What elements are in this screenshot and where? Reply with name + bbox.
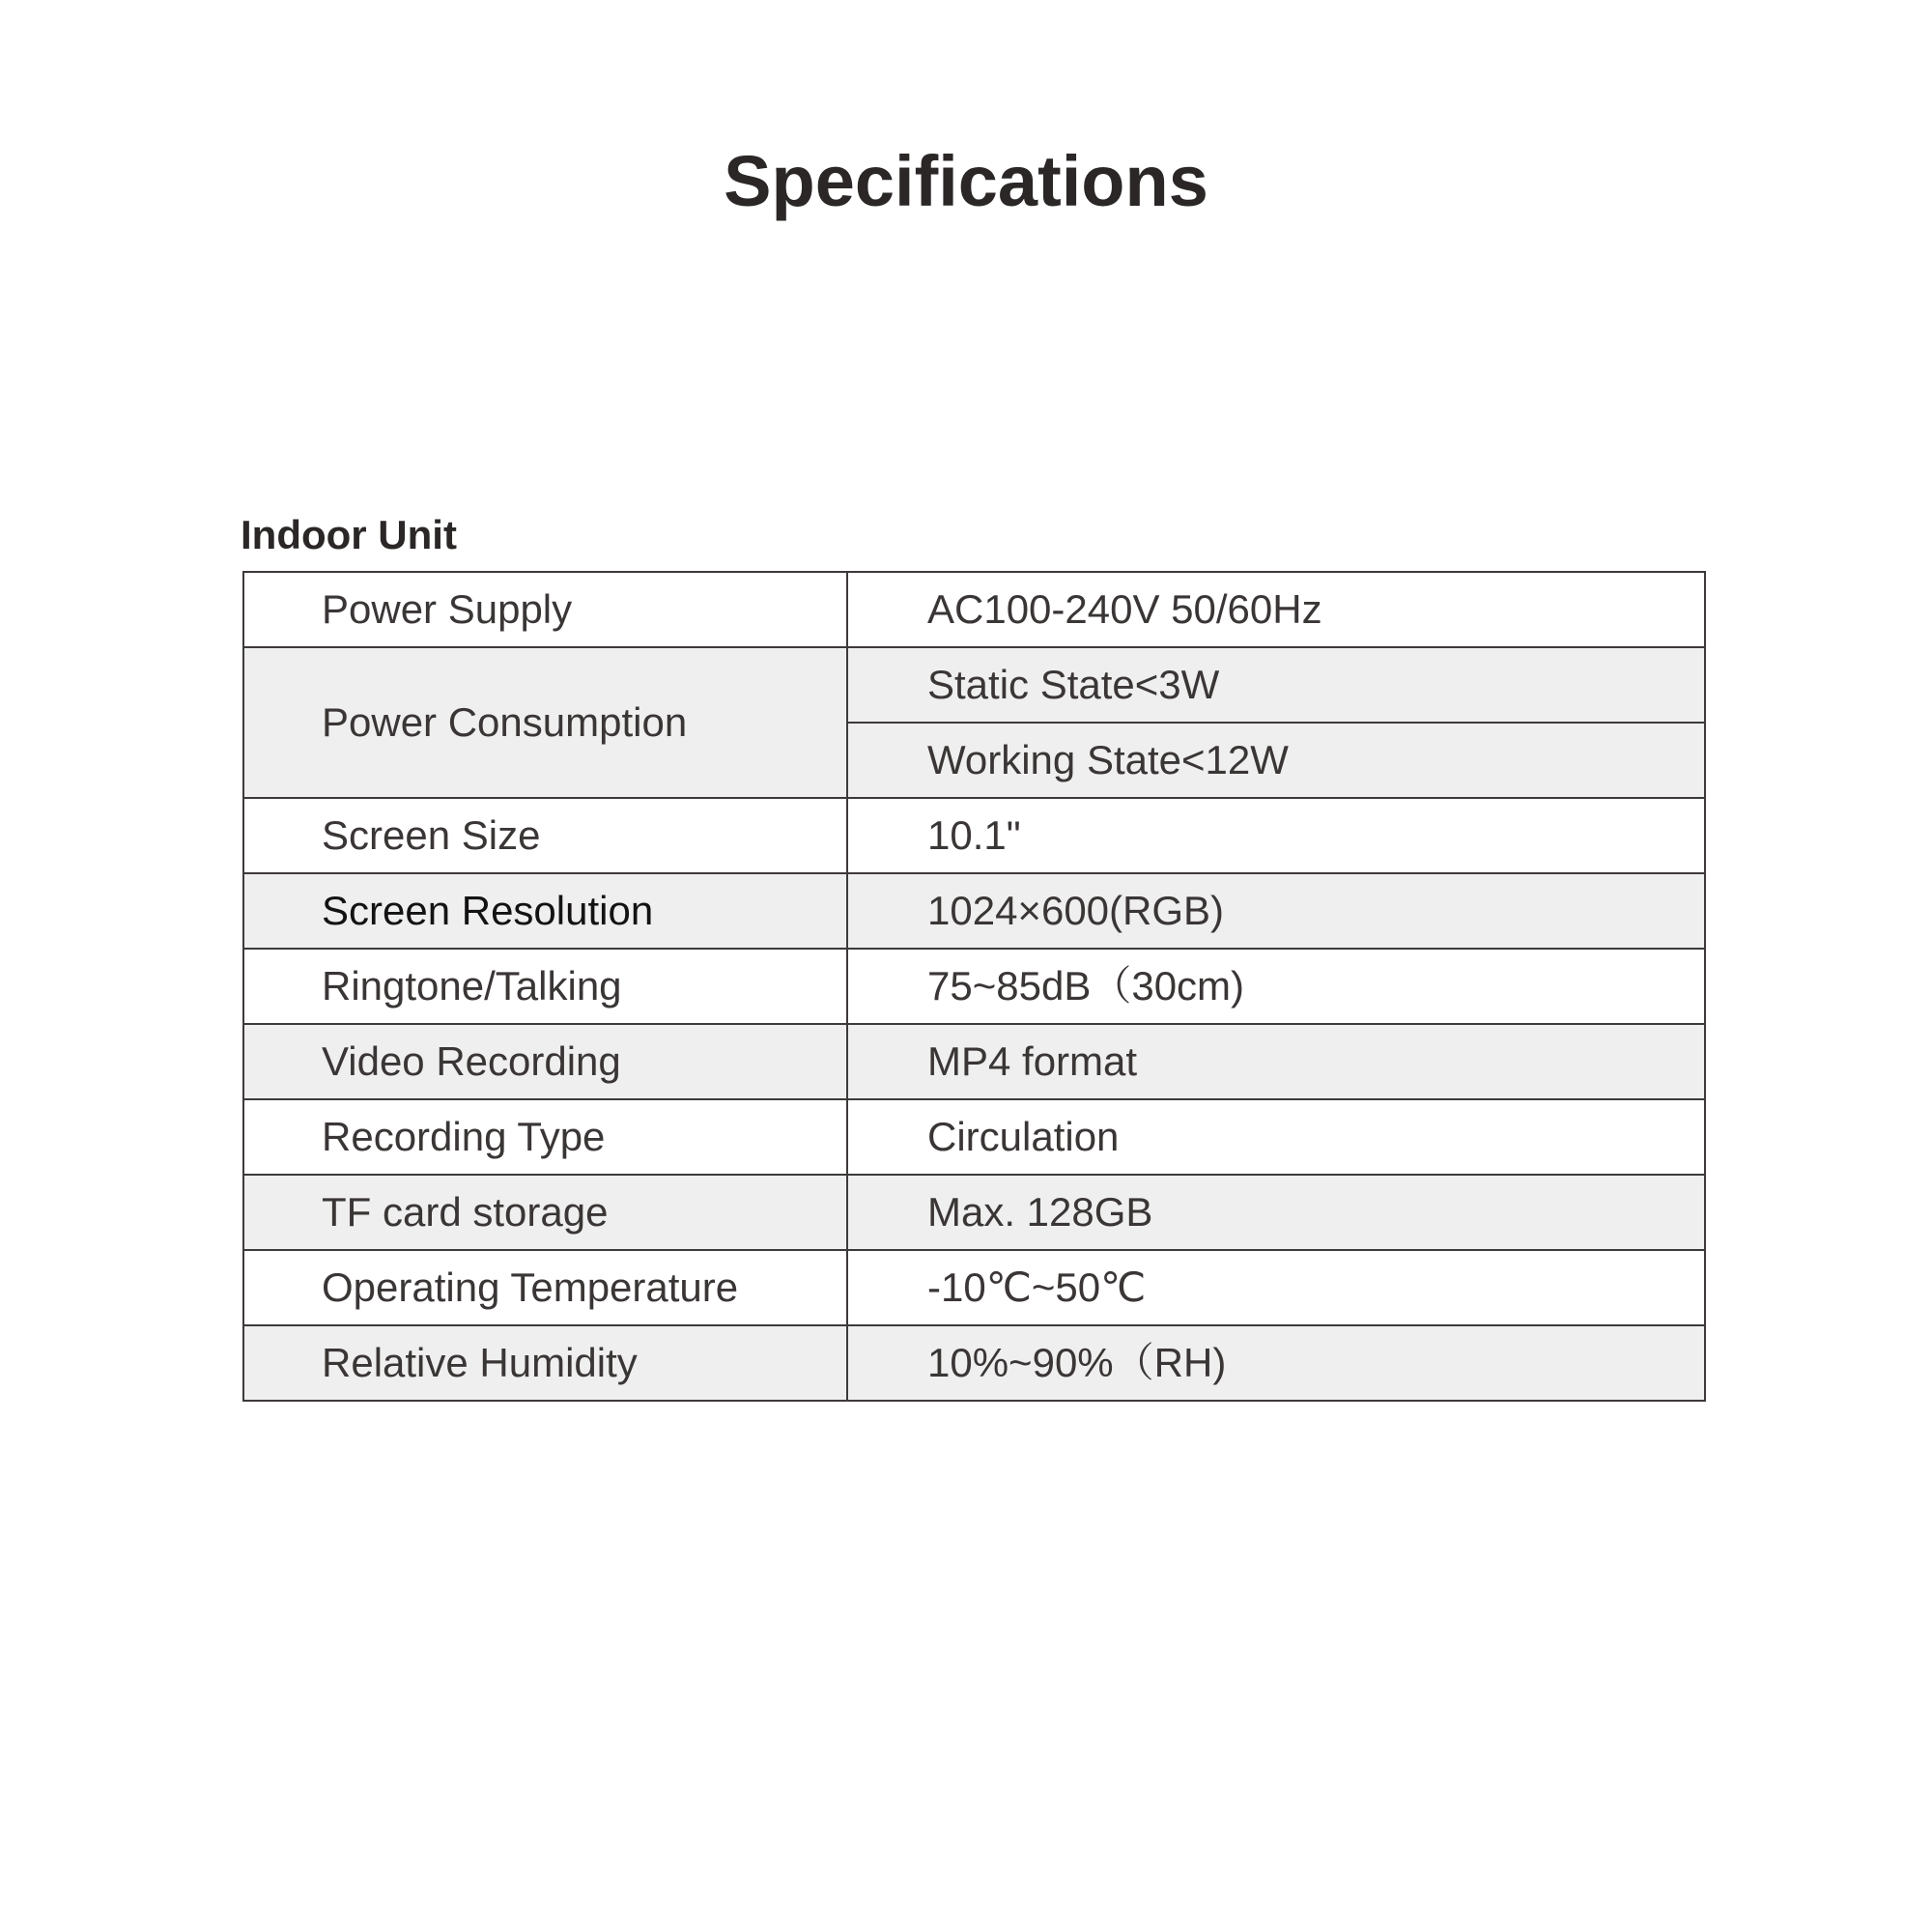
- table-row: [243, 873, 1705, 949]
- table-row: [243, 1325, 1705, 1401]
- spec-label-power-supply: Power Supply: [243, 572, 847, 647]
- spec-label-relative-humidity: Relative Humidity: [243, 1325, 847, 1401]
- table-row: [243, 1099, 1705, 1175]
- spec-value-video-recording: MP4 format: [847, 1024, 1705, 1099]
- table-row: [243, 1250, 1705, 1325]
- spec-value-relative-humidity: 10%~90%（RH): [847, 1325, 1705, 1401]
- spec-value-screen-resolution: 1024×600(RGB): [847, 873, 1705, 949]
- specifications-table: [242, 571, 1706, 1402]
- spec-value-tf-card-storage: Max. 128GB: [847, 1175, 1705, 1250]
- section-title: Indoor Unit: [241, 512, 457, 557]
- spec-label-power-consumption: Power Consumption: [243, 647, 847, 798]
- spec-label-operating-temperature: Operating Temperature: [243, 1250, 847, 1325]
- spec-label-recording-type: Recording Type: [243, 1099, 847, 1175]
- table-row: [243, 572, 1705, 647]
- spec-label-tf-card-storage: TF card storage: [243, 1175, 847, 1250]
- spec-value-recording-type: Circulation: [847, 1099, 1705, 1175]
- table-row: [243, 1024, 1705, 1099]
- table-row: [243, 1175, 1705, 1250]
- page-title: Specifications: [724, 141, 1208, 221]
- spec-value-operating-temperature: -10℃~50℃: [847, 1250, 1705, 1325]
- spec-value-static-state: Static State<3W: [847, 647, 1705, 723]
- spec-label-screen-size: Screen Size: [243, 798, 847, 873]
- spec-value-ringtone-talking: 75~85dB（30cm): [847, 949, 1705, 1024]
- table-row: [243, 798, 1705, 873]
- spec-value-screen-size: 10.1": [847, 798, 1705, 873]
- spec-value-working-state: Working State<12W: [847, 723, 1705, 798]
- spec-value-power-supply: AC100-240V 50/60Hz: [847, 572, 1705, 647]
- spec-label-screen-resolution: Screen Resolution: [243, 873, 847, 949]
- table-row: [243, 647, 1705, 723]
- spec-label-ringtone-talking: Ringtone/Talking: [243, 949, 847, 1024]
- spec-label-video-recording: Video Recording: [243, 1024, 847, 1099]
- table-row: [243, 949, 1705, 1024]
